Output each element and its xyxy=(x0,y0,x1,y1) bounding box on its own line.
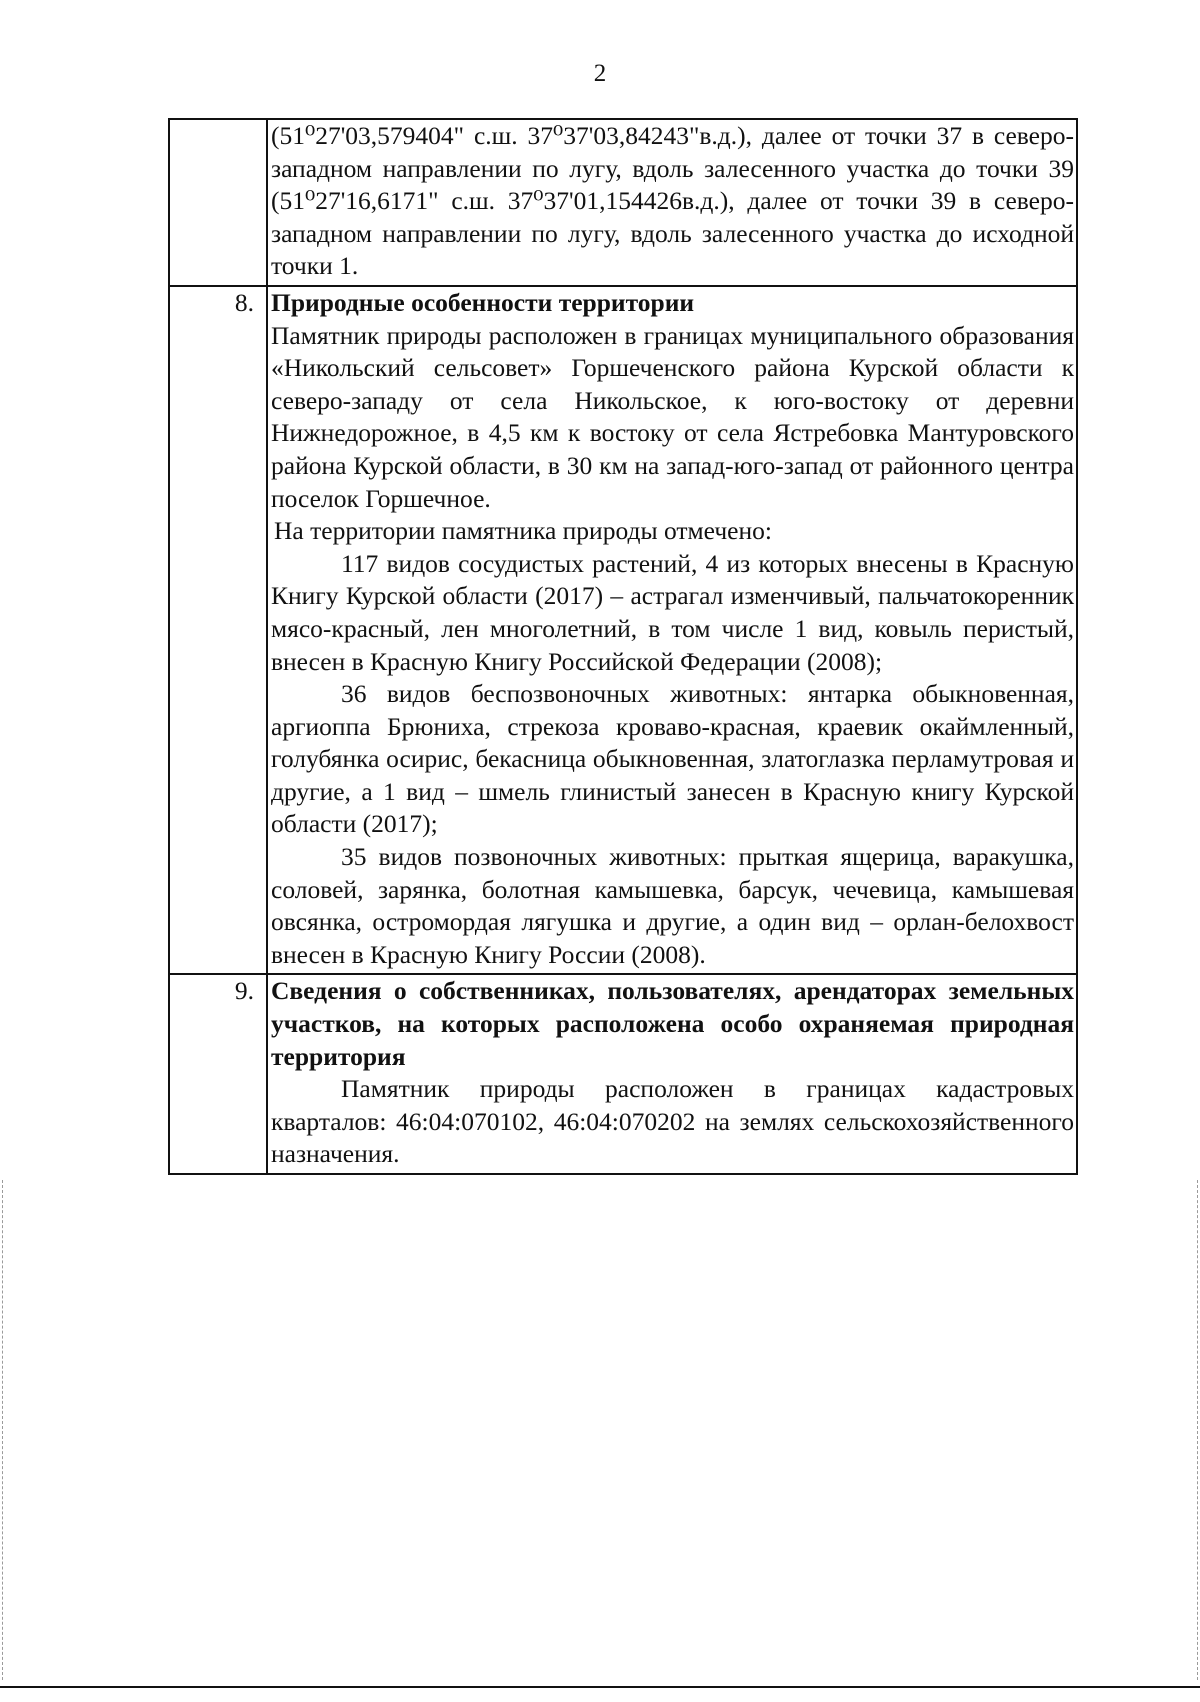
row-content xyxy=(267,286,1077,974)
paragraph: На территории памятника природы отмечено: xyxy=(274,516,772,546)
row-content xyxy=(267,974,1077,1174)
paragraph: Памятник природы расположен в границах муниципального образования «Никольский сельсовет» Горшеченского района Курской области к северо-западу от села Никольское, к юго-востоку от деревни Нижнедорожное, в 4,5 км к востоку от села Ястребовка Мантуровского района Курской области, в 30 км на запад-юго-запад от районного центра поселок Горшечное. xyxy=(271,320,1074,513)
paragraph: Памятник природы расположен в границах кадастровых кварталов: 46:04:070102, 46:04:070202 на землях сельскохозяйственного назначения. xyxy=(271,1074,1074,1169)
row-number: 8. xyxy=(169,286,267,974)
paragraph: (51⁰27'03,579404" с.ш. 37⁰37'03,84243"в.д.), далее от точки 37 в северо-западном направлении по лугу, вдоль залесенного участка до точки 39 (51⁰27'16,6171" с.ш. 37⁰37'01,154426в.д.), далее от точки 39 в северо-западном направлении по лугу, вдоль залесенного участка до исходной точки 1. xyxy=(271,121,1074,281)
section-heading: Природные особенности территории xyxy=(271,287,695,317)
paragraph: 35 видов позвоночных животных: прыткая ящерица, варакушка, соловей, зарянка, болотная камышевка, барсук, чечевица, камышевая овсянка, остромордая лягушка и другие, а один вид – орлан-белохвост внесен в Красную Книгу России (2008). xyxy=(271,842,1074,969)
section-heading: Сведения о собственниках, пользователях, арендаторах земельных участков, на которых расположена особо охраняемая природная территория xyxy=(271,976,1074,1071)
paragraph: 36 видов беспозвоночных животных: янтарка обыкновенная, аргиоппа Брюниха, стрекоза кроваво-красная, краевик окаймленный, голубянка осирис, бекасница обыкновенная, златоглазка перламутровая и другие, а 1 вид – шмель глинистый занесен в Красную книгу Курской области (2017); xyxy=(271,679,1074,839)
document-table xyxy=(168,118,1078,1175)
table-row xyxy=(169,974,1077,1174)
table-row xyxy=(169,286,1077,974)
row-number: 9. xyxy=(169,974,267,1174)
row-content xyxy=(267,119,1077,286)
scan-bottom-edge xyxy=(0,1686,1200,1688)
table-row xyxy=(169,119,1077,286)
scan-left-edge xyxy=(2,1180,3,1680)
scan-right-edge xyxy=(1197,1180,1198,1680)
page-number: 2 xyxy=(593,60,607,87)
paragraph: 117 видов сосудистых растений, 4 из которых внесены в Красную Книгу Курской области (2017) – астрагал изменчивый, пальчатокоренник мясо-красный, лен многолетний, в том числе 1 вид, ковыль перистый, внесен в Красную Книгу Российской Федерации (2008); xyxy=(271,548,1074,676)
row-number xyxy=(169,119,267,286)
